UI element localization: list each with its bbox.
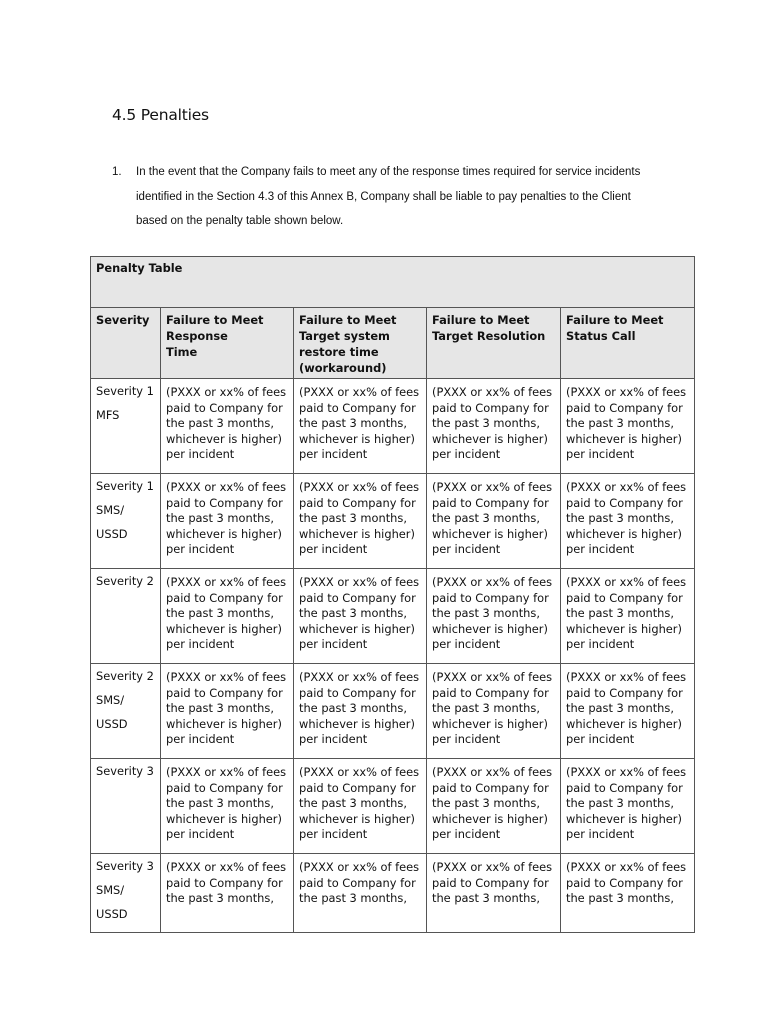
penalty-cell: (PXXX or xx% of fees paid to Company for the past 3 months, whichever is higher) per incident — [161, 569, 294, 664]
penalty-cell: (PXXX or xx% of fees paid to Company for the past 3 months, whichever is higher) per incident — [561, 569, 695, 664]
header-status-call: Failure to Meet Status Call — [561, 308, 695, 379]
penalty-cell: (PXXX or xx% of fees paid to Company for the past 3 months, — [161, 854, 294, 933]
penalty-cell: (PXXX or xx% of fees paid to Company for the past 3 months, whichever is higher) per incident — [427, 379, 561, 474]
penalty-cell: (PXXX or xx% of fees paid to Company for the past 3 months, whichever is higher) per incident — [561, 474, 695, 569]
penalty-cell: (PXXX or xx% of fees paid to Company for the past 3 months, whichever is higher) per incident — [427, 474, 561, 569]
severity-cell: Severity 3 SMS/ USSD — [91, 854, 161, 933]
table-title: Penalty Table — [91, 257, 695, 308]
penalty-cell: (PXXX or xx% of fees paid to Company for the past 3 months, whichever is higher) per incident — [294, 759, 427, 854]
penalty-cell: (PXXX or xx% of fees paid to Company for the past 3 months, whichever is higher) per incident — [561, 664, 695, 759]
penalty-cell: (PXXX or xx% of fees paid to Company for the past 3 months, whichever is higher) per incident — [427, 759, 561, 854]
header-restore-time: Failure to Meet Target system restore time (workaround) — [294, 308, 427, 379]
severity-cell: Severity 1 MFS — [91, 379, 161, 474]
numbered-paragraph — [112, 160, 712, 234]
severity-cell: Severity 2 SMS/ USSD — [91, 664, 161, 759]
table-row — [91, 474, 695, 569]
table-row — [91, 664, 695, 759]
section-heading: 4.5 Penalties — [112, 106, 209, 124]
penalty-cell: (PXXX or xx% of fees paid to Company for the past 3 months, whichever is higher) per incident — [427, 664, 561, 759]
penalty-cell: (PXXX or xx% of fees paid to Company for the past 3 months, whichever is higher) per incident — [561, 759, 695, 854]
penalty-cell: (PXXX or xx% of fees paid to Company for the past 3 months, whichever is higher) per incident — [161, 759, 294, 854]
severity-cell: Severity 1 SMS/ USSD — [91, 474, 161, 569]
penalty-cell: (PXXX or xx% of fees paid to Company for the past 3 months, whichever is higher) per incident — [294, 664, 427, 759]
penalty-cell: (PXXX or xx% of fees paid to Company for the past 3 months, whichever is higher) per incident — [294, 379, 427, 474]
table-row — [91, 569, 695, 664]
list-number: 1. — [112, 166, 122, 178]
severity-cell: Severity 2 — [91, 569, 161, 664]
penalty-cell: (PXXX or xx% of fees paid to Company for the past 3 months, — [561, 854, 695, 933]
penalty-cell: (PXXX or xx% of fees paid to Company for the past 3 months, whichever is higher) per incident — [561, 379, 695, 474]
penalty-cell: (PXXX or xx% of fees paid to Company for the past 3 months, whichever is higher) per incident — [161, 474, 294, 569]
penalty-cell: (PXXX or xx% of fees paid to Company for the past 3 months, whichever is higher) per incident — [161, 379, 294, 474]
header-target-resolution: Failure to Meet Target Resolution — [427, 308, 561, 379]
table-title-row — [91, 257, 695, 308]
penalty-cell: (PXXX or xx% of fees paid to Company for the past 3 months, whichever is higher) per incident — [294, 474, 427, 569]
header-response-time: Failure to Meet Response Time — [161, 308, 294, 379]
paragraph-text: In the event that the Company fails to meet any of the response times required for service incidents identified in the Section 4.3 of this Annex B, Company shall be liable to pay penalties to the Client based on the penalty table shown below. — [136, 166, 641, 227]
penalty-table — [90, 256, 695, 933]
table-row — [91, 379, 695, 474]
table-row — [91, 759, 695, 854]
penalty-cell: (PXXX or xx% of fees paid to Company for the past 3 months, whichever is higher) per incident — [294, 569, 427, 664]
table-header-row — [91, 308, 695, 379]
severity-cell: Severity 3 — [91, 759, 161, 854]
penalty-cell: (PXXX or xx% of fees paid to Company for the past 3 months, whichever is higher) per incident — [427, 569, 561, 664]
penalty-cell: (PXXX or xx% of fees paid to Company for the past 3 months, — [294, 854, 427, 933]
header-severity: Severity — [91, 308, 161, 379]
penalty-cell: (PXXX or xx% of fees paid to Company for the past 3 months, — [427, 854, 561, 933]
table-row — [91, 854, 695, 933]
penalty-cell: (PXXX or xx% of fees paid to Company for the past 3 months, whichever is higher) per incident — [161, 664, 294, 759]
